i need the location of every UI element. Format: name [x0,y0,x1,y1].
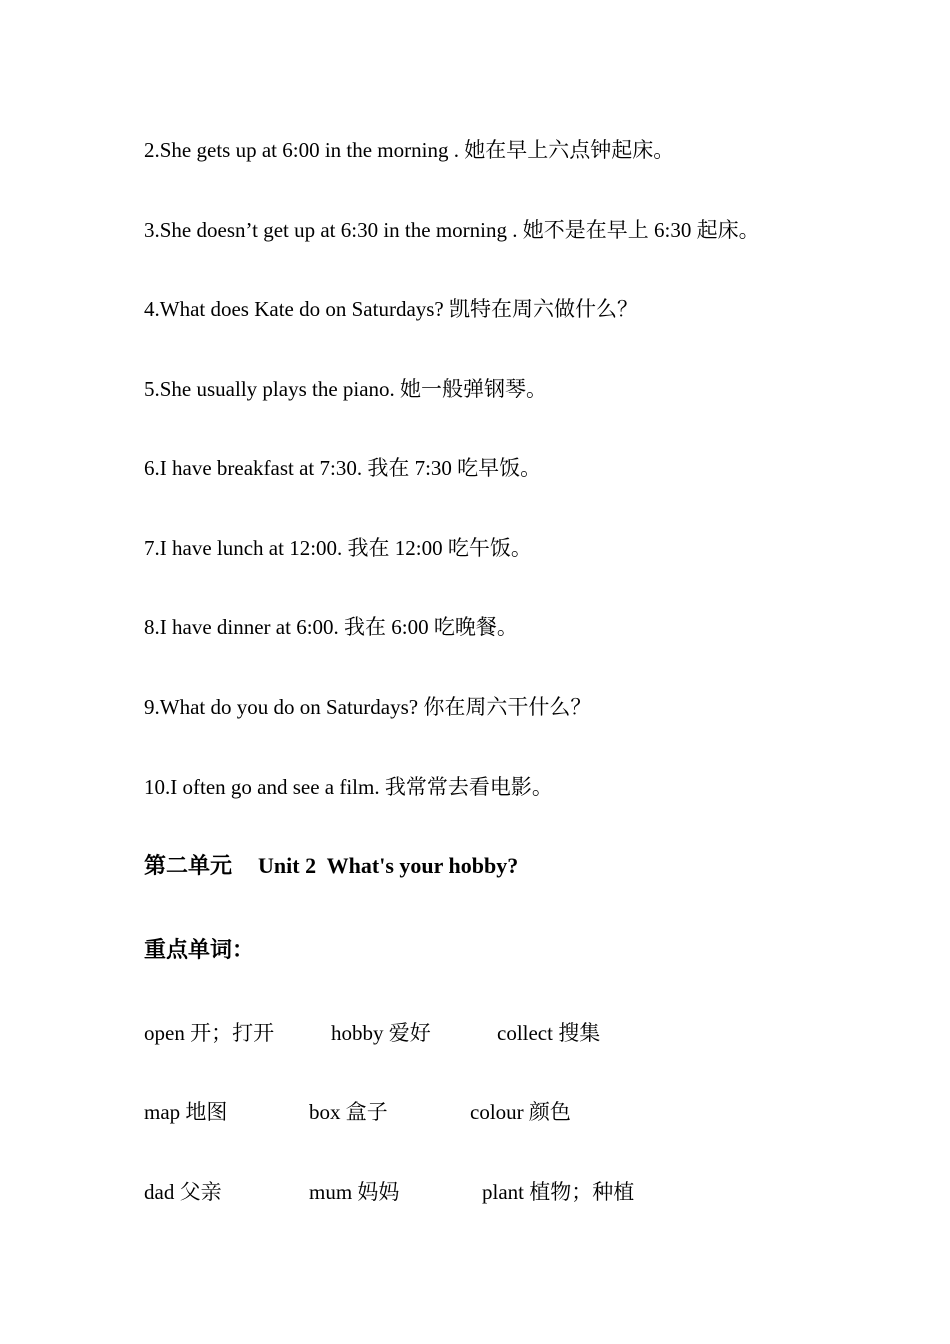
unit-heading-cn: 第二单元 [144,853,233,878]
vocab-item: colour 颜色 [470,1100,571,1124]
sentence-3: 3.She doesn’t get up at 6:30 in the morning . 她不是在早上 6:30 起床。 [144,218,760,242]
vocab-item: plant 植物；种植 [482,1180,635,1204]
sentence-6: 6.I have breakfast at 7:30. 我在 7:30 吃早饭。 [144,456,542,480]
vocab-item: box 盒子 [309,1100,388,1124]
vocab-item: collect 搜集 [497,1021,601,1045]
vocab-item: hobby 爱好 [331,1021,431,1045]
vocab-item: open 开；打开 [144,1021,275,1045]
vocab-heading: 重点单词： [144,937,255,962]
unit-heading [144,852,518,880]
sentence-7: 7.I have lunch at 12:00. 我在 12:00 吃午饭。 [144,536,532,560]
sentence-5: 5.She usually plays the piano. 她一般弹钢琴。 [144,377,548,401]
vocab-item: mum 妈妈 [309,1180,400,1204]
sentence-10: 10.I often go and see a film. 我常常去看电影。 [144,775,553,799]
vocab-item: dad 父亲 [144,1180,222,1204]
vocab-item: map 地图 [144,1100,228,1124]
unit-heading-en: Unit 2 What's your hobby? [258,853,519,878]
sentence-9: 9.What do you do on Saturdays? 你在周六干什么？ [144,695,592,719]
sentence-8: 8.I have dinner at 6:00. 我在 6:00 吃晚餐。 [144,615,518,639]
sentence-4: 4.What does Kate do on Saturdays? 凯特在周六做什么？ [144,297,639,321]
sentence-2: 2.She gets up at 6:00 in the morning . 她在早上六点钟起床。 [144,138,675,162]
